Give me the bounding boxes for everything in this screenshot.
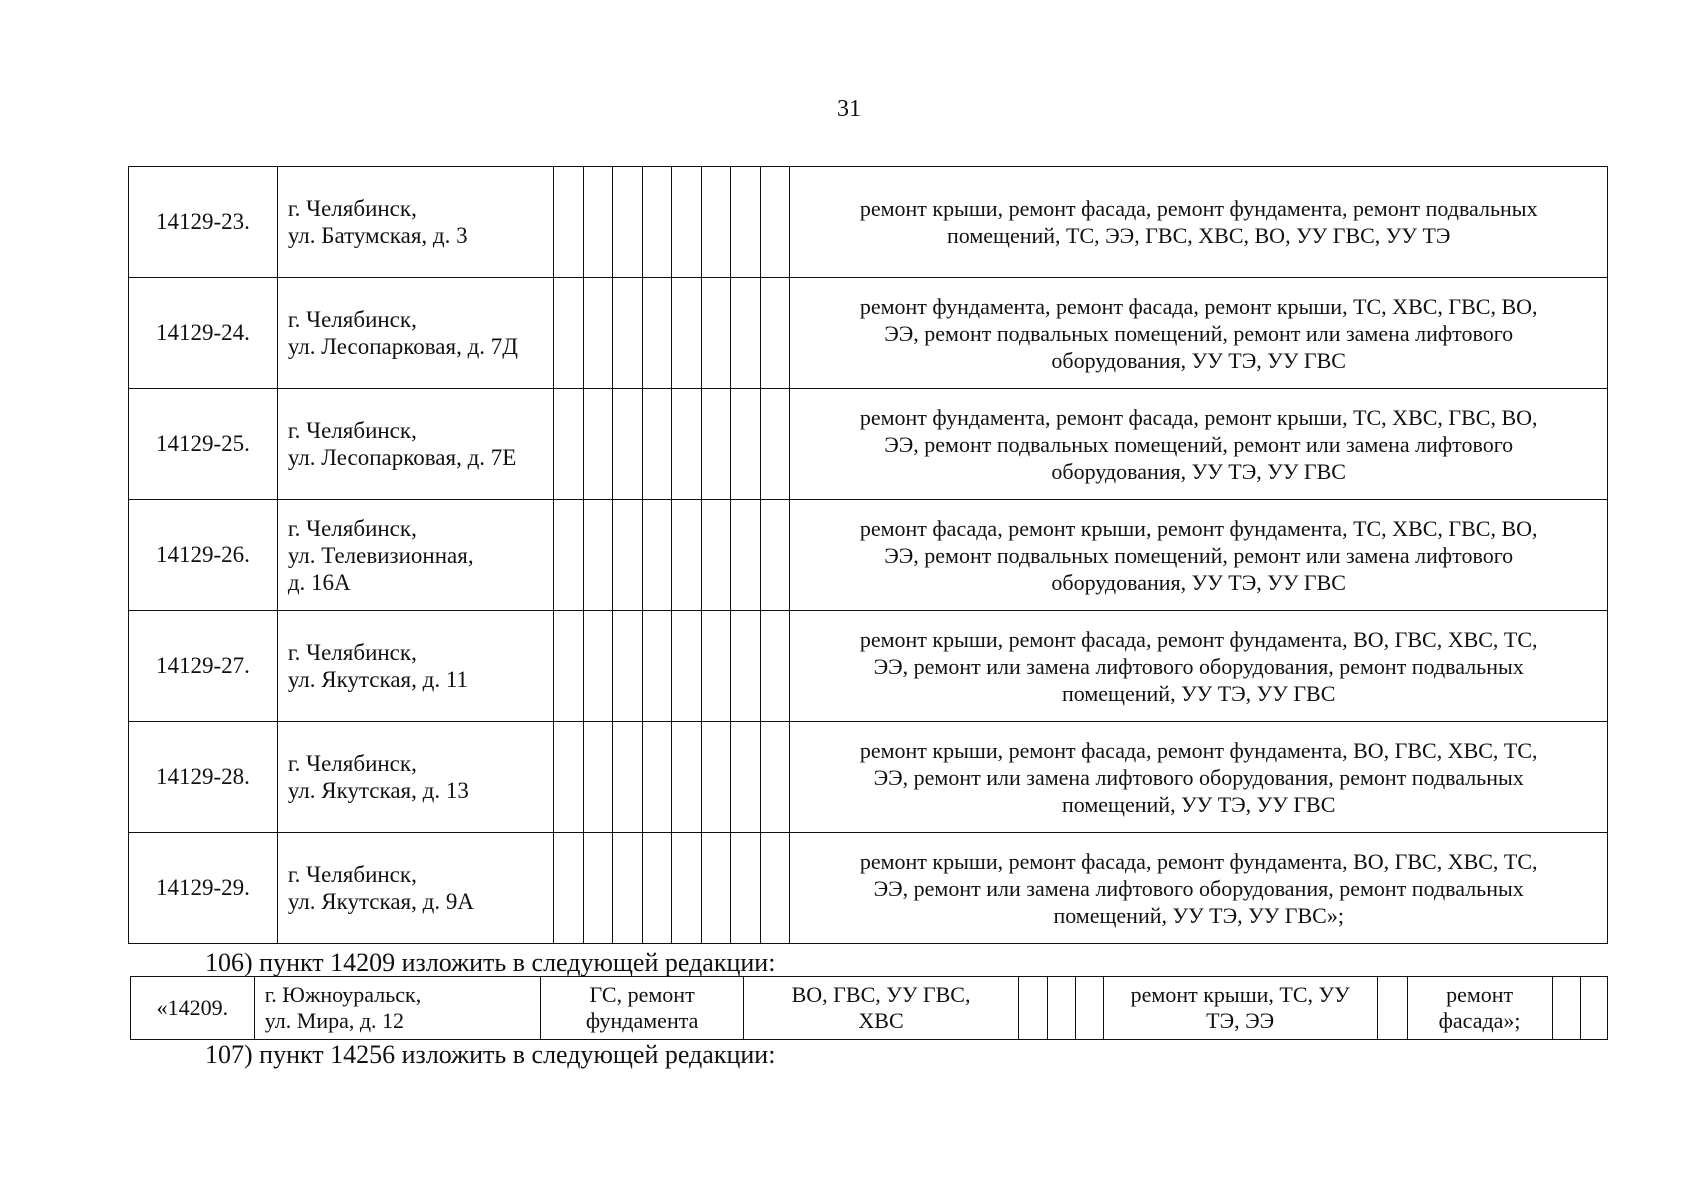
row-works: ремонт крыши, ремонт фасада, ремонт фундамента, ВО, ГВС, ХВС, ТС, ЭЭ, ремонт или замена лифтового оборудования, ремонт подвальных помещений, УУ ТЭ, УУ ГВС [790, 722, 1608, 833]
item-col-d: ремонт фасада»; [1407, 977, 1552, 1040]
empty-cell [642, 722, 672, 833]
empty-cell [760, 722, 790, 833]
empty-cell [731, 500, 761, 611]
row-number: 14129-26. [129, 500, 278, 611]
table-row [129, 167, 1608, 278]
row-address: г. Челябинск, ул. Лесопарковая, д. 7Д [277, 278, 553, 389]
empty-cell [642, 278, 672, 389]
paragraph-107: 107) пункт 14256 изложить в следующей редакции: [205, 1040, 776, 1069]
row-number: 14129-23. [129, 167, 278, 278]
works-table-body [129, 167, 1608, 944]
empty-cell [701, 167, 731, 278]
empty-cell [554, 611, 584, 722]
empty-cell [701, 833, 731, 944]
table-row [129, 833, 1608, 944]
row-address: г. Челябинск, ул. Батумская, д. 3 [277, 167, 553, 278]
empty-cell [583, 278, 613, 389]
item-address: г. Южноуральск, ул. Мира, д. 12 [254, 977, 541, 1040]
empty-cell [731, 722, 761, 833]
empty-cell [760, 500, 790, 611]
empty-cell [613, 389, 643, 500]
empty-cell [731, 278, 761, 389]
empty-cell [554, 167, 584, 278]
row-address: г. Челябинск, ул. Телевизионная, д. 16А [277, 500, 553, 611]
empty-cell [642, 167, 672, 278]
empty-cell [554, 500, 584, 611]
row-works: ремонт фундамента, ремонт фасада, ремонт крыши, ТС, ХВС, ГВС, ВО, ЭЭ, ремонт подвальных помещений, ремонт или замена лифтового оборудования, УУ ТЭ, УУ ГВС [790, 389, 1608, 500]
empty-cell [760, 278, 790, 389]
empty-cell [613, 278, 643, 389]
empty-cell [583, 500, 613, 611]
empty-cell [701, 611, 731, 722]
empty-cell [1075, 977, 1103, 1040]
empty-cell [554, 278, 584, 389]
paragraph-106: 106) пункт 14209 изложить в следующей редакции: [205, 948, 776, 977]
empty-cell [613, 722, 643, 833]
item-col-b: ВО, ГВС, УУ ГВС, ХВС [743, 977, 1019, 1040]
empty-cell [672, 500, 702, 611]
empty-cell [760, 611, 790, 722]
table-row [129, 389, 1608, 500]
row-works: ремонт фундамента, ремонт фасада, ремонт крыши, ТС, ХВС, ГВС, ВО, ЭЭ, ремонт подвальных помещений, ремонт или замена лифтового оборудования, УУ ТЭ, УУ ГВС [790, 278, 1608, 389]
empty-cell [642, 500, 672, 611]
page-number: 31 [837, 96, 861, 122]
empty-cell [731, 389, 761, 500]
empty-cell [760, 833, 790, 944]
row-address: г. Челябинск, ул. Якутская, д. 13 [277, 722, 553, 833]
empty-cell [672, 278, 702, 389]
empty-cell [583, 389, 613, 500]
table-row [129, 500, 1608, 611]
item-number: «14209. [131, 977, 255, 1040]
table-row [129, 722, 1608, 833]
row-address: г. Челябинск, ул. Якутская, д. 9А [277, 833, 553, 944]
row-address: г. Челябинск, ул. Лесопарковая, д. 7Е [277, 389, 553, 500]
empty-cell [701, 722, 731, 833]
empty-cell [760, 167, 790, 278]
row-works: ремонт фасада, ремонт крыши, ремонт фундамента, ТС, ХВС, ГВС, ВО, ЭЭ, ремонт подвальных помещений, ремонт или замена лифтового оборудования, УУ ТЭ, УУ ГВС [790, 500, 1608, 611]
empty-cell [642, 611, 672, 722]
empty-cell [554, 389, 584, 500]
empty-cell [1019, 977, 1047, 1040]
row-works: ремонт крыши, ремонт фасада, ремонт фундамента, ремонт подвальных помещений, ТС, ЭЭ, ГВС, ХВС, ВО, УУ ГВС, УУ ТЭ [790, 167, 1608, 278]
empty-cell [583, 722, 613, 833]
works-table [128, 166, 1608, 944]
empty-cell [1047, 977, 1075, 1040]
empty-cell [672, 833, 702, 944]
empty-cell [731, 167, 761, 278]
row-number: 14129-27. [129, 611, 278, 722]
empty-cell [613, 167, 643, 278]
empty-cell [613, 833, 643, 944]
row-address: г. Челябинск, ул. Якутская, д. 11 [277, 611, 553, 722]
empty-cell [760, 389, 790, 500]
empty-cell [583, 833, 613, 944]
empty-cell [672, 389, 702, 500]
empty-cell [672, 611, 702, 722]
row-works: ремонт крыши, ремонт фасада, ремонт фундамента, ВО, ГВС, ХВС, ТС, ЭЭ, ремонт или замена лифтового оборудования, ремонт подвальных помещений, УУ ТЭ, УУ ГВС»; [790, 833, 1608, 944]
item-col-a: ГС, ремонт фундамента [541, 977, 743, 1040]
table-row [129, 278, 1608, 389]
empty-cell [1552, 977, 1580, 1040]
empty-cell [583, 611, 613, 722]
row-number: 14129-24. [129, 278, 278, 389]
item-14209-row [131, 977, 1608, 1040]
empty-cell [583, 167, 613, 278]
row-works: ремонт крыши, ремонт фасада, ремонт фундамента, ВО, ГВС, ХВС, ТС, ЭЭ, ремонт или замена лифтового оборудования, ремонт подвальных помещений, УУ ТЭ, УУ ГВС [790, 611, 1608, 722]
empty-cell [701, 278, 731, 389]
empty-cell [554, 722, 584, 833]
empty-cell [1580, 977, 1607, 1040]
empty-cell [731, 833, 761, 944]
item-14209-table [130, 976, 1608, 1040]
table-row [129, 611, 1608, 722]
item-col-c: ремонт крыши, ТС, УУ ТЭ, ЭЭ [1103, 977, 1377, 1040]
row-number: 14129-28. [129, 722, 278, 833]
empty-cell [554, 833, 584, 944]
empty-cell [672, 167, 702, 278]
empty-cell [613, 500, 643, 611]
empty-cell [672, 722, 702, 833]
empty-cell [642, 389, 672, 500]
empty-cell [1377, 977, 1407, 1040]
empty-cell [701, 389, 731, 500]
row-number: 14129-29. [129, 833, 278, 944]
row-number: 14129-25. [129, 389, 278, 500]
empty-cell [701, 500, 731, 611]
empty-cell [731, 611, 761, 722]
empty-cell [613, 611, 643, 722]
empty-cell [642, 833, 672, 944]
